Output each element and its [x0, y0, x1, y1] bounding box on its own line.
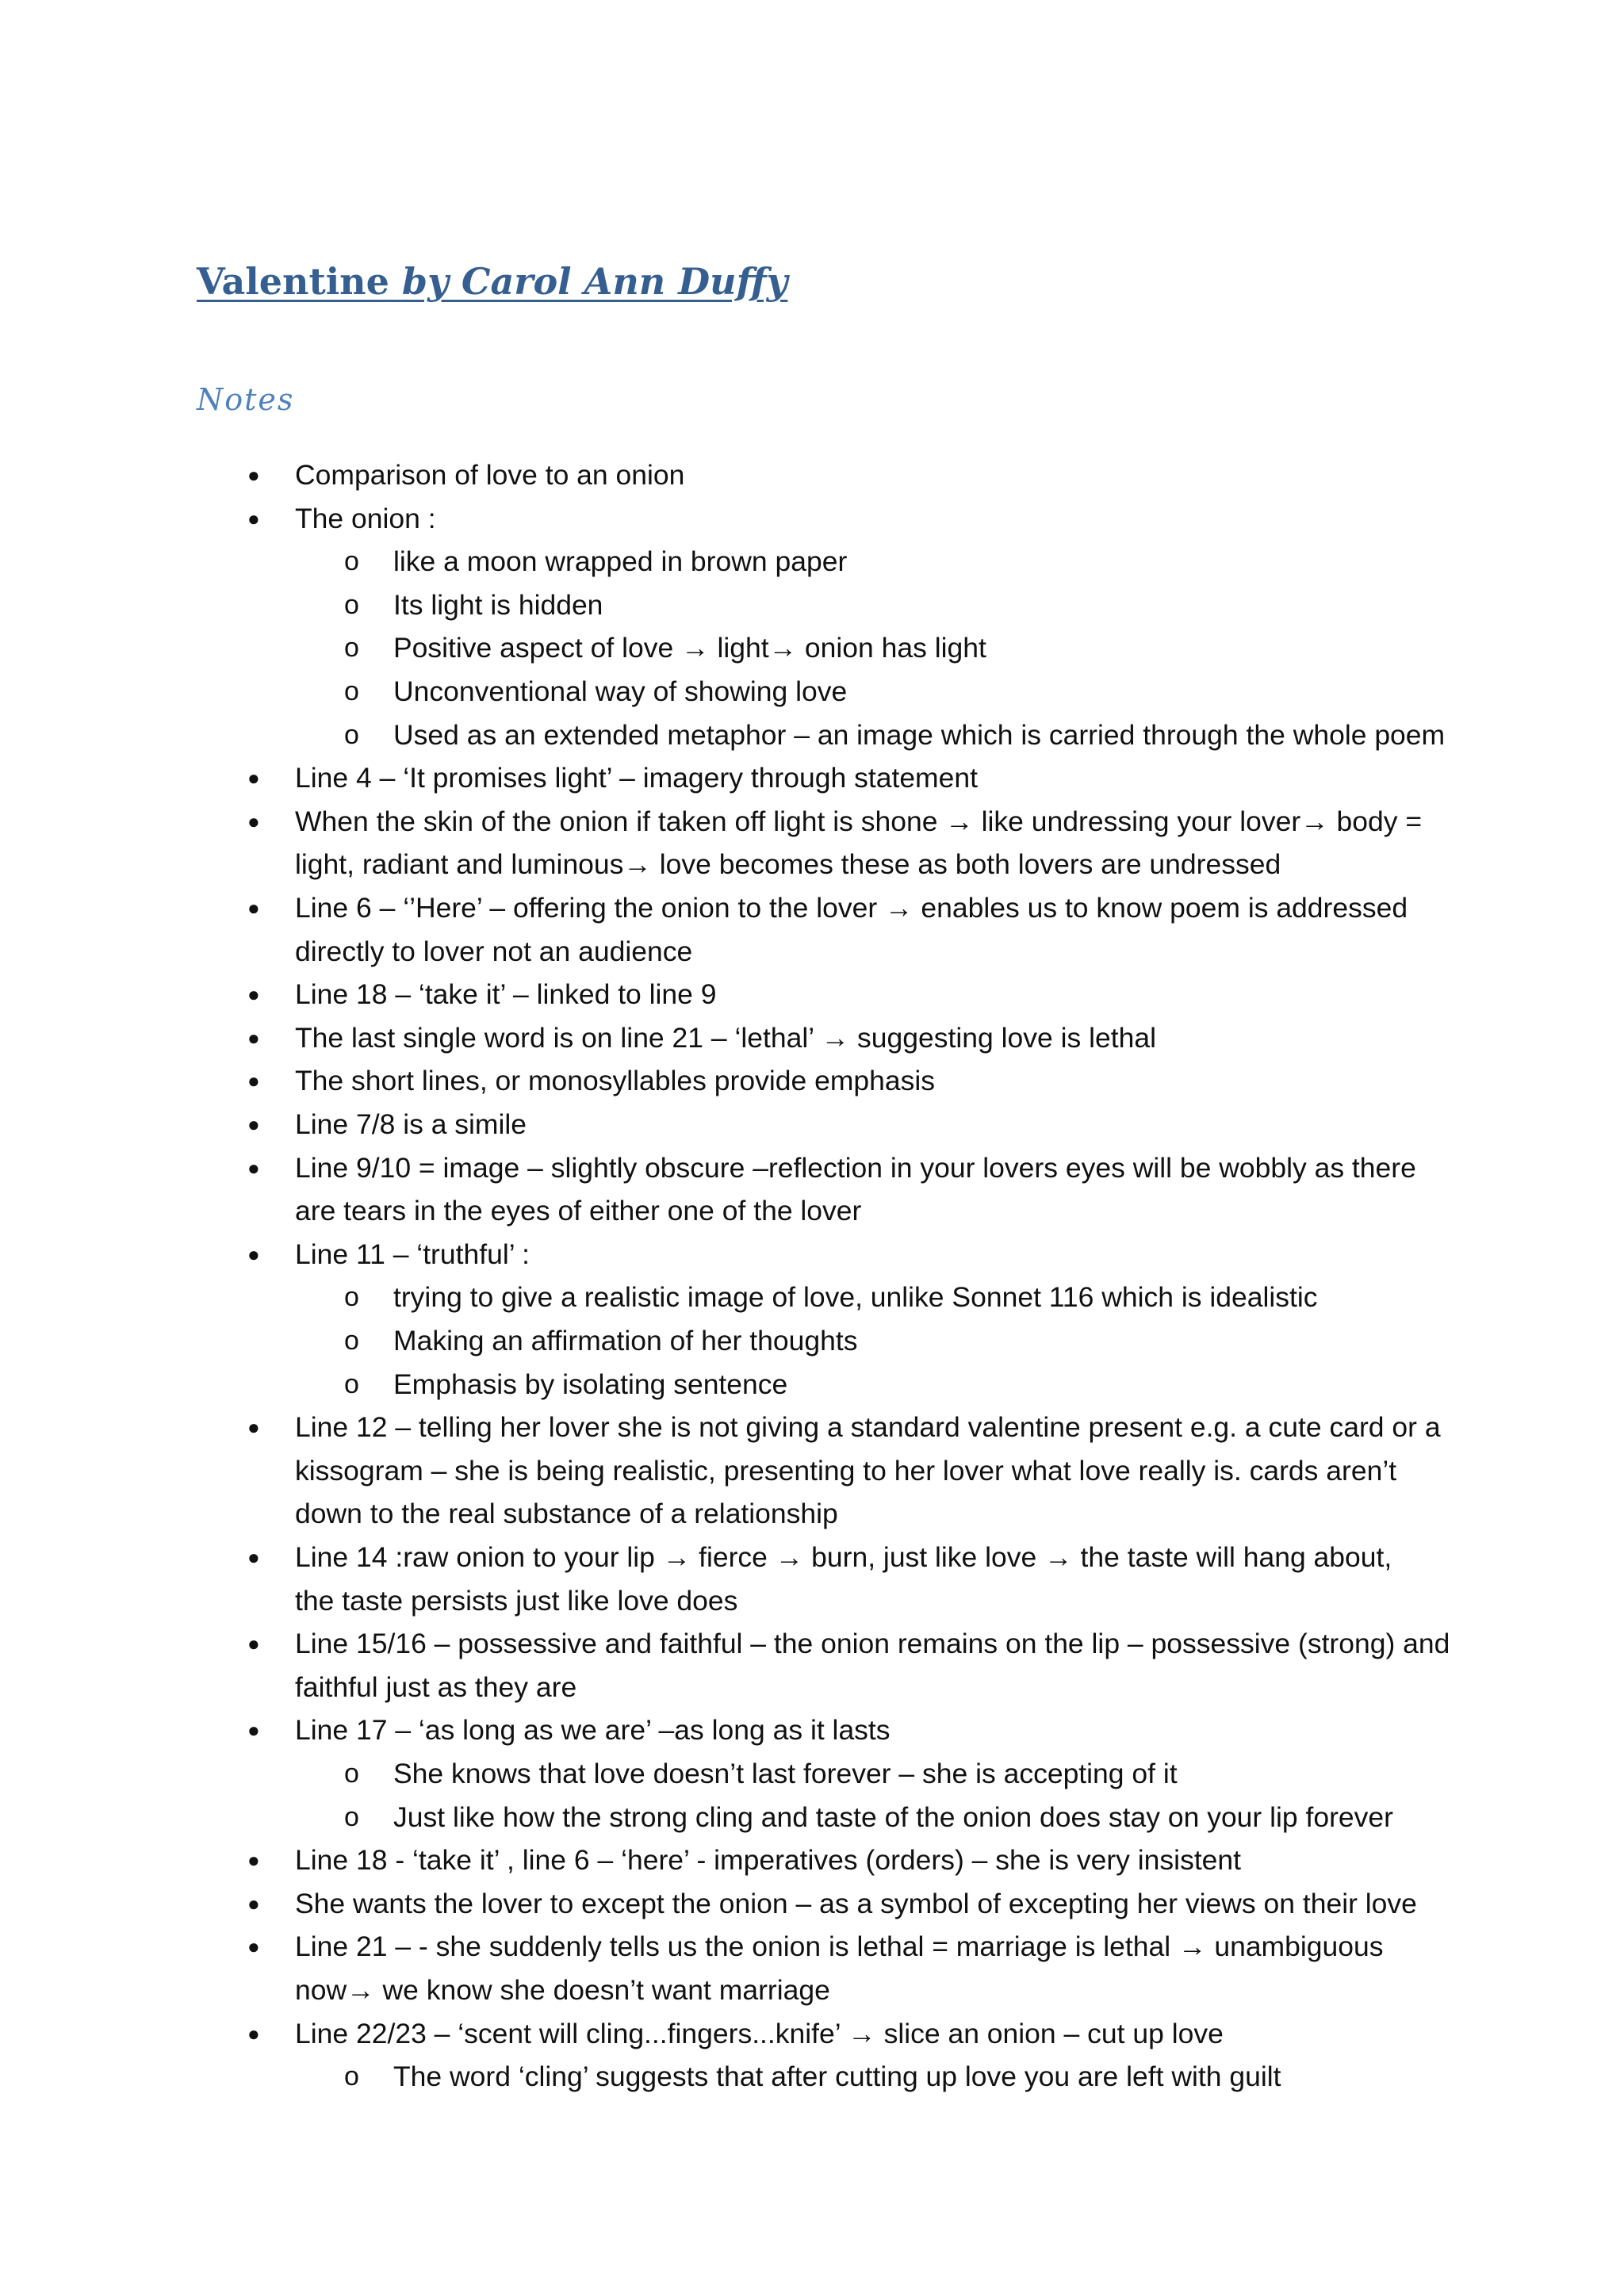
bullet-marker: ●: [247, 766, 260, 790]
sub-bullet-marker: o: [344, 1326, 359, 1356]
page-title: [197, 260, 787, 303]
bullet-marker: ●: [247, 1242, 260, 1266]
list-item: When the skin of the onion if taken off light is shone → like undressing your lover→ body =: [295, 805, 1423, 837]
list-item: Line 18 – ‘take it’ – linked to line 9: [295, 978, 717, 1011]
list-item: The last single word is on line 21 – ‘lethal’ → suggesting love is lethal: [295, 1021, 1156, 1054]
sub-list-item: Making an affirmation of her thoughts: [393, 1325, 858, 1357]
bullet-marker: ●: [247, 1934, 260, 1959]
section-heading: Notes: [197, 382, 295, 417]
list-item-continuation: directly to lover not an audience: [295, 935, 693, 967]
list-item-continuation: the taste persists just like love does: [295, 1584, 738, 1617]
bullet-marker: ●: [247, 1632, 260, 1656]
bullet-marker: ●: [247, 1025, 260, 1050]
bullet-marker: ●: [247, 2021, 260, 2045]
sub-bullet-marker: o: [344, 1758, 359, 1789]
list-item: Line 11 – ‘truthful’ :: [295, 1238, 530, 1270]
bullet-marker: ●: [247, 1155, 260, 1180]
list-item: Line 21 – - she suddenly tells us the onion is lethal = marriage is lethal → unambiguous: [295, 1931, 1384, 1963]
bullet-marker: ●: [247, 1415, 260, 1440]
title-main: Valentine: [197, 260, 389, 303]
sub-list-item: She knows that love doesn’t last forever – she is accepting of it: [393, 1758, 1178, 1789]
bullet-marker: ●: [247, 1545, 260, 1569]
list-item: Line 14 :raw onion to your lip → fierce → burn, just like love → the taste will hang about,: [295, 1541, 1392, 1573]
list-item: Line 9/10 = image – slightly obscure –reflection in your lovers eyes will be wobbly as there: [295, 1151, 1416, 1184]
list-item: The short lines, or monosyllables provide emphasis: [295, 1065, 936, 1097]
sub-bullet-marker: o: [344, 676, 359, 706]
list-item-continuation: faithful just as they are: [295, 1670, 577, 1703]
sub-list-item: Used as an extended metaphor – an image which is carried through the whole poem: [393, 718, 1446, 751]
list-item: She wants the lover to except the onion – as a symbol of excepting her views on their love: [295, 1887, 1417, 1919]
list-item-continuation: down to the real substance of a relationship: [295, 1498, 838, 1530]
bullet-marker: ●: [247, 809, 260, 833]
sub-list-item: Its light is hidden: [393, 588, 603, 621]
sub-bullet-marker: o: [344, 2061, 359, 2092]
sub-list-item: like a moon wrapped in brown paper: [393, 545, 848, 578]
bullet-marker: ●: [247, 1112, 260, 1136]
list-item: Line 15/16 – possessive and faithful – the onion remains on the lip – possessive (strong) and: [295, 1628, 1450, 1660]
list-item: Line 22/23 – ‘scent will cling...fingers...knife’ → slice an onion – cut up love: [295, 2017, 1224, 2049]
title-byline: by Carol Ann Duffy: [401, 260, 788, 303]
sub-bullet-marker: o: [344, 633, 359, 664]
bullet-marker: ●: [247, 1718, 260, 1743]
list-item-continuation: now→ we know she doesn’t want marriage: [295, 1974, 830, 2006]
list-item: Comparison of love to an onion: [295, 459, 685, 491]
list-item: Line 6 – ‘’Here’ – offering the onion to the lover → enables us to know poem is addressed: [295, 892, 1408, 924]
sub-list-item: Just like how the strong cling and taste of the onion does stay on your lip forever: [393, 1800, 1393, 1833]
list-item: The onion :: [295, 502, 436, 534]
sub-list-item: trying to give a realistic image of love, unlike Sonnet 116 which is idealistic: [393, 1281, 1318, 1314]
list-item: Line 7/8 is a simile: [295, 1108, 527, 1140]
sub-list-item: Emphasis by isolating sentence: [393, 1368, 788, 1400]
sub-bullet-marker: o: [344, 1368, 359, 1399]
sub-list-item: Positive aspect of love → light→ onion has light: [393, 632, 986, 664]
sub-list-item: The word ‘cling’ suggests that after cutting up love you are left with guilt: [393, 2061, 1281, 2093]
list-item-continuation: are tears in the eyes of either one of the lover: [295, 1195, 862, 1227]
sub-bullet-marker: o: [344, 589, 359, 620]
list-item-continuation: kissogram – she is being realistic, presenting to her lover what love really is. cards aren’t: [295, 1454, 1397, 1487]
bullet-marker: ●: [247, 1891, 260, 1915]
sub-bullet-marker: o: [344, 719, 359, 750]
list-item: Line 4 – ‘It promises light’ – imagery through statement: [295, 762, 978, 794]
bullet-marker: ●: [247, 463, 260, 487]
bullet-marker: ●: [247, 1069, 260, 1093]
sub-bullet-marker: o: [344, 1801, 359, 1832]
bullet-marker: ●: [247, 982, 260, 1007]
list-item: Line 17 – ‘as long as we are’ –as long as it lasts: [295, 1714, 891, 1747]
bullet-marker: ●: [247, 506, 260, 530]
bullet-marker: ●: [247, 896, 260, 920]
bullet-marker: ●: [247, 1848, 260, 1873]
sub-bullet-marker: o: [344, 1282, 359, 1313]
sub-list-item: Unconventional way of showing love: [393, 675, 848, 707]
list-item: Line 18 - ‘take it’ , line 6 – ‘here’ - imperatives (orders) – she is very insistent: [295, 1844, 1242, 1877]
list-item: Line 12 – telling her lover she is not giving a standard valentine present e.g. a cute card or a: [295, 1411, 1441, 1444]
list-item-continuation: light, radiant and luminous→ love becomes these as both lovers are undressed: [295, 848, 1281, 881]
sub-bullet-marker: o: [344, 546, 359, 577]
